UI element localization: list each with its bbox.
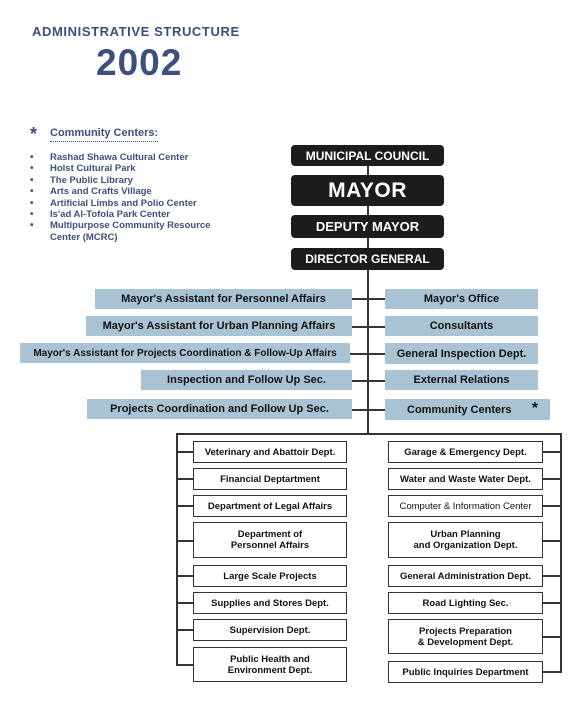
- left-column-line: [176, 433, 178, 666]
- list-item: • Multipurpose Community Resource Center (MCRC): [30, 220, 230, 243]
- dept-garage-emergency: Garage & Emergency Dept.: [388, 441, 543, 463]
- connector-line: [543, 671, 561, 673]
- dept-supplies-stores: Supplies and Stores Dept.: [193, 592, 347, 614]
- list-item: • Artificial Limbs and Polio Center: [30, 198, 270, 209]
- dept-large-scale-projects: Large Scale Projects: [193, 565, 347, 587]
- dept-financial: Financial Deptartment: [193, 468, 347, 490]
- community-centers-list: [30, 152, 270, 243]
- unit-community-centers: [385, 399, 550, 420]
- unit-projects-coordination-assistant: Mayor's Assistant for Projects Coordination & Follow-Up Affairs: [20, 343, 350, 363]
- connector-line: [350, 353, 385, 355]
- connector-line: [543, 636, 561, 638]
- connector-line: [543, 478, 561, 480]
- connector-line: [176, 602, 193, 604]
- connector-line: [543, 540, 561, 542]
- asterisk-icon: *: [30, 124, 38, 144]
- chart-title: ADMINISTRATIVE STRUCTURE: [32, 24, 240, 39]
- unit-external-relations: External Relations: [385, 370, 538, 390]
- dept-supervision: Supervision Dept.: [193, 619, 347, 641]
- connector-line: [543, 505, 561, 507]
- dept-general-administration: General Administration Dept.: [388, 565, 543, 587]
- dept-road-lighting: Road Lighting Sec.: [388, 592, 543, 614]
- unit-urban-planning-assistant: Mayor's Assistant for Urban Planning Affairs: [86, 316, 352, 336]
- dept-public-health-environment: Public Health and Environment Dept.: [193, 647, 347, 682]
- unit-general-inspection: General Inspection Dept.: [385, 343, 538, 364]
- dept-projects-preparation-development: Projects Preparation & Development Dept.: [388, 619, 543, 654]
- connector-line: [176, 505, 193, 507]
- dept-veterinary-abattoir: Veterinary and Abattoir Dept.: [193, 441, 347, 463]
- dept-water-waste-water: Water and Waste Water Dept.: [388, 468, 543, 490]
- unit-community-centers-label: Community Centers: [407, 403, 512, 416]
- director-general-box: DIRECTOR GENERAL: [291, 248, 444, 270]
- unit-consultants: Consultants: [385, 316, 538, 336]
- connector-line: [176, 478, 193, 480]
- connector-line: [176, 629, 193, 631]
- connector-line: [352, 409, 385, 411]
- department-bar-line: [176, 433, 562, 435]
- connector-line: [543, 451, 561, 453]
- connector-line: [543, 602, 561, 604]
- asterisk-icon: *: [531, 400, 538, 417]
- unit-mayors-office: Mayor's Office: [385, 289, 538, 309]
- connector-line: [352, 380, 385, 382]
- list-item: • Is'ad Al-Tofola Park Center: [30, 209, 270, 220]
- connector-line: [176, 664, 193, 666]
- connector-line: [176, 451, 193, 453]
- deputy-mayor-box: DEPUTY MAYOR: [291, 215, 444, 238]
- unit-projects-coordination-follow-up: Projects Coordination and Follow Up Sec.: [87, 399, 352, 419]
- dept-urban-planning-organization: Urban Planning and Organization Dept.: [388, 522, 543, 558]
- list-item: • The Public Library: [30, 175, 270, 186]
- connector-line: [352, 298, 385, 300]
- community-centers-heading: Community Centers:: [50, 127, 158, 142]
- list-item: • Arts and Crafts Village: [30, 186, 270, 197]
- mayor-box: MAYOR: [291, 175, 444, 206]
- dept-public-inquiries: Public Inquiries Department: [388, 661, 543, 683]
- unit-inspection-follow-up: Inspection and Follow Up Sec.: [141, 370, 352, 390]
- list-item: • Rashad Shawa Cultural Center: [30, 152, 270, 163]
- connector-line: [176, 575, 193, 577]
- connector-line: [176, 540, 193, 542]
- connector-line: [543, 575, 561, 577]
- dept-legal-affairs: Department of Legal Affairs: [193, 495, 347, 517]
- municipal-council-box: MUNICIPAL COUNCIL: [291, 145, 444, 166]
- trunk-line: [367, 166, 369, 434]
- list-item: • Holst Cultural Park: [30, 163, 270, 174]
- connector-line: [352, 326, 385, 328]
- chart-year: 2002: [96, 42, 183, 83]
- dept-personnel-affairs: Department of Personnel Affairs: [193, 522, 347, 558]
- unit-personnel-affairs-assistant: Mayor's Assistant for Personnel Affairs: [95, 289, 352, 309]
- dept-computer-information: Computer & Information Center: [388, 495, 543, 517]
